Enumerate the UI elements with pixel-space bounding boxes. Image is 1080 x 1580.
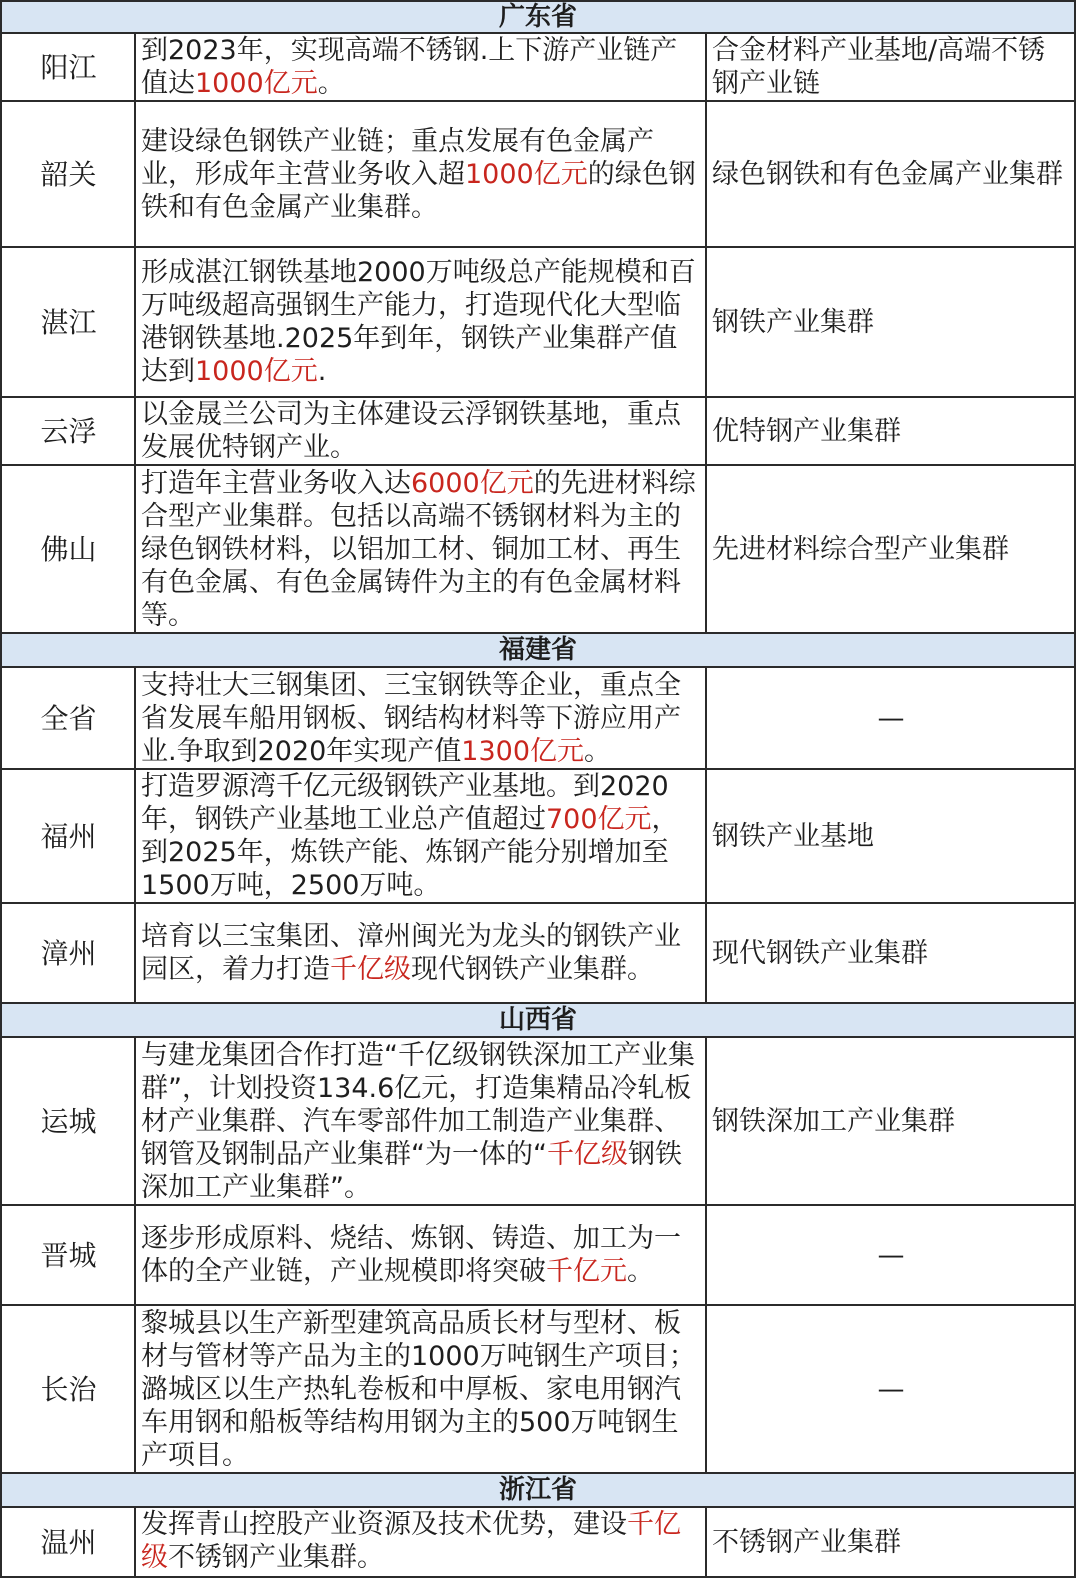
highlight-value: 1000亿元	[465, 158, 588, 190]
description-text: 现代钢铁产业集群。	[411, 954, 654, 985]
city-cell: 云浮	[1, 397, 135, 465]
city-cell: 温州	[1, 1507, 135, 1577]
highlight-value: 1000亿元	[195, 356, 318, 387]
province-header-row	[1, 1473, 1075, 1507]
city-cell: 漳州	[1, 903, 135, 1003]
description-text: 以金晟兰公司为主体建设云浮钢铁基地，重点发展优特钢产业。	[141, 399, 681, 463]
province-header-row	[1, 633, 1075, 667]
highlight-value: 千亿级	[141, 1509, 681, 1573]
description-cell	[135, 397, 706, 465]
highlight-value: 700亿元	[546, 804, 652, 835]
description-text: 与建龙集团合作打造“千亿级钢铁深加工产业集群”，计划投资134.6亿元，打造集精品冷轧板材产业集群、汽车零部件加工制造产业集群、钢管及钢制品产业集群“为一体的“	[141, 1039, 695, 1170]
description-text: 。	[627, 1256, 654, 1287]
description-text: 培育以三宝集团、漳州闽光为龙头的钢铁产业园区，着力打造	[141, 921, 681, 985]
description-cell	[135, 903, 706, 1003]
city-cell: 全省	[1, 667, 135, 769]
province-name: 福建省	[1, 633, 1075, 667]
description-text: 支持壮大三钢集团、三宝钢铁等企业，重点全省发展车船用钢板、钢结构材料等下游应用产业.争取到2020年实现产值	[141, 669, 681, 767]
city-cell: 阳江	[1, 33, 135, 101]
province-header-row	[1, 1003, 1075, 1037]
cluster-cell: 绿色钢铁和有色金属产业集群	[706, 101, 1075, 247]
description-cell	[135, 1305, 706, 1473]
city-cell: 福州	[1, 769, 135, 903]
description-text: .	[317, 356, 327, 387]
highlight-value: 1300亿元	[461, 735, 585, 767]
description-text: 形成湛江钢铁基地2000万吨级总产能规模和百万吨级超高强钢生产能力，打造现代化大型临港钢铁基地.2025年到年，钢铁产业集群产值达到	[141, 257, 696, 387]
cluster-cell: —	[706, 1305, 1075, 1473]
table-row	[1, 667, 1075, 769]
description-cell	[135, 1205, 706, 1305]
table-row	[1, 1205, 1075, 1305]
description-text: 的绿色钢铁和有色金属产业集群。	[141, 158, 696, 223]
description-text: 发挥青山控股产业资源及技术优势，建设	[141, 1509, 627, 1540]
description-text: 钢铁深加工产业集群”。	[141, 1138, 682, 1203]
table-row	[1, 101, 1075, 247]
description-cell	[135, 769, 706, 903]
description-text: 。	[584, 735, 612, 767]
table-row	[1, 33, 1075, 101]
cluster-cell: —	[706, 1205, 1075, 1305]
highlight-value: 1000亿元	[195, 68, 318, 99]
description-text: ，到2025年，炼铁产能、炼钢产能分别增加至1500万吨，2500万吨。	[141, 804, 679, 901]
cluster-cell: 钢铁产业集群	[706, 247, 1075, 397]
table-row	[1, 903, 1075, 1003]
highlight-value: 千亿级	[330, 954, 411, 985]
table-body	[1, 1, 1075, 1577]
province-name: 山西省	[1, 1003, 1075, 1037]
description-cell	[135, 667, 706, 769]
description-cell	[135, 1037, 706, 1205]
description-text: 到2023年，实现高端不锈钢.上下游产业链产值达	[141, 35, 678, 99]
description-cell	[135, 101, 706, 247]
city-cell: 佛山	[1, 465, 135, 633]
city-cell: 长治	[1, 1305, 135, 1473]
description-text: 的先进材料综合型产业集群。包括以高端不锈钢材料为主的绿色钢铁材料，以铝加工材、铜加工材、再生有色金属、有色金属铸件为主的有色金属材料等。	[141, 467, 696, 631]
highlight-value: 千亿元	[546, 1256, 627, 1287]
description-text: 。	[317, 68, 345, 99]
city-cell: 运城	[1, 1037, 135, 1205]
description-text: 黎城县以生产新型建筑高品质长材与型材、板材与管材等产品为主的1000万吨钢生产项目；潞城区以生产热轧卷板和中厚板、家电用钢汽车用钢和船板等结构用钢为主的500万吨钢生产项目。	[141, 1307, 696, 1471]
table-row	[1, 1037, 1075, 1205]
table-row	[1, 1507, 1075, 1577]
description-cell	[135, 1507, 706, 1577]
table-row	[1, 769, 1075, 903]
description-text: 建设绿色钢铁产业链；重点发展有色金属产业，形成年主营业务收入超	[141, 125, 654, 190]
highlight-value: 千亿级	[546, 1138, 628, 1170]
description-text: 打造年主营业务收入达	[141, 467, 411, 499]
cluster-cell: 优特钢产业集群	[706, 397, 1075, 465]
city-cell: 韶关	[1, 101, 135, 247]
table-row	[1, 397, 1075, 465]
description-text: 打造罗源湾千亿元级钢铁产业基地。到2020年，钢铁产业基地工业总产值超过	[141, 771, 669, 835]
city-cell: 晋城	[1, 1205, 135, 1305]
province-name: 浙江省	[1, 1473, 1075, 1507]
cluster-cell: 钢铁产业基地	[706, 769, 1075, 903]
cluster-cell: 现代钢铁产业集群	[706, 903, 1075, 1003]
cluster-cell: 合金材料产业基地/高端不锈钢产业链	[706, 33, 1075, 101]
highlight-value: 6000亿元	[411, 467, 534, 499]
cluster-cell: 不锈钢产业集群	[706, 1507, 1075, 1577]
description-text: 逐步形成原料、烧结、炼钢、铸造、加工为一体的全产业链，产业规模即将突破	[141, 1223, 681, 1287]
table-row	[1, 247, 1075, 397]
table-row	[1, 1305, 1075, 1473]
description-cell	[135, 247, 706, 397]
cluster-cell: 钢铁深加工产业集群	[706, 1037, 1075, 1205]
province-name: 广东省	[1, 1, 1075, 33]
description-cell	[135, 33, 706, 101]
province-header-row	[1, 1, 1075, 33]
description-cell	[135, 465, 706, 633]
description-text: 不锈钢产业集群。	[168, 1542, 384, 1573]
cluster-cell: 先进材料综合型产业集群	[706, 465, 1075, 633]
city-cell: 湛江	[1, 247, 135, 397]
table-row	[1, 465, 1075, 633]
cluster-cell: —	[706, 667, 1075, 769]
